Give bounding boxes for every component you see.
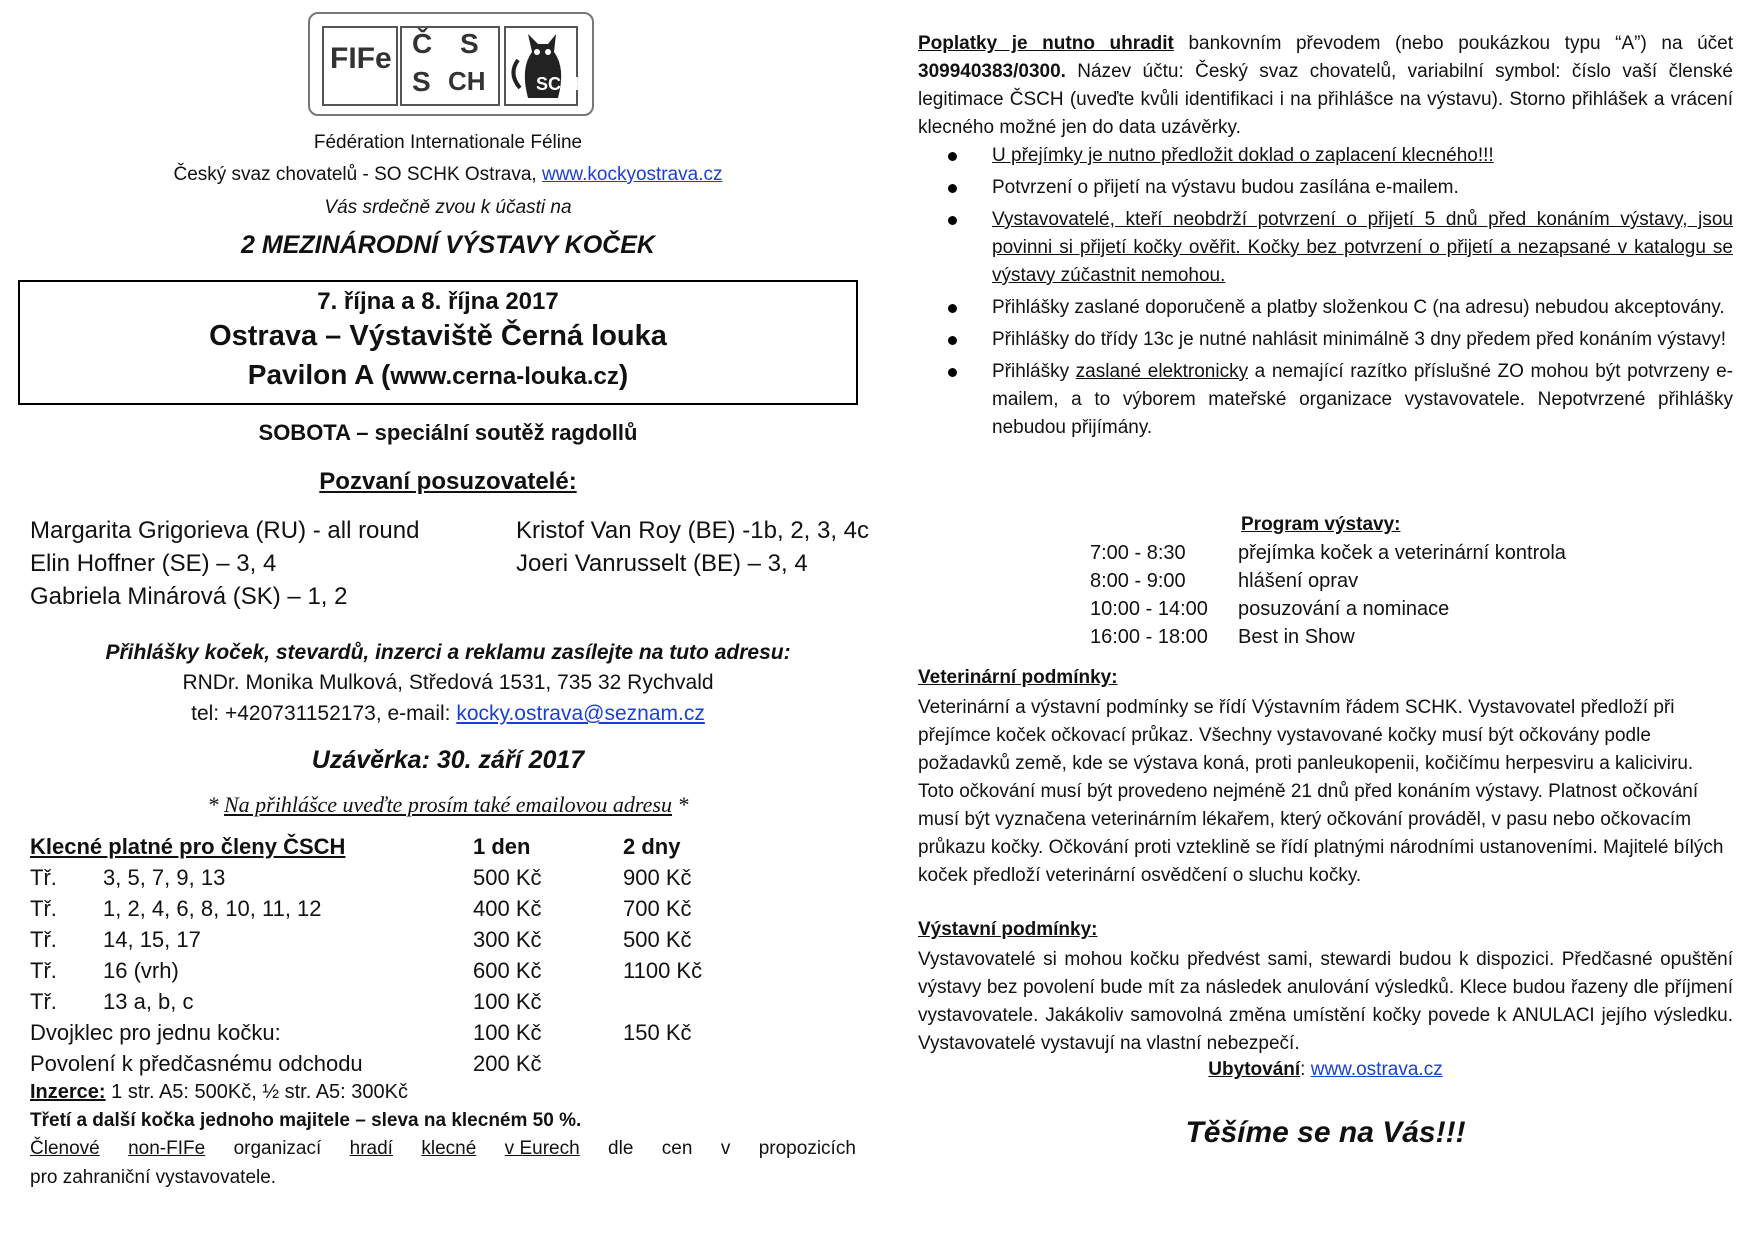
bullet-item <box>918 142 1733 170</box>
bullet-text: zaslané elektronicky <box>1075 361 1249 382</box>
program-heading: Program výstavy: <box>1241 514 1401 535</box>
invite-line: Vás srdečně zvou k účasti na <box>324 197 572 218</box>
contact-heading: Přihlášky koček, stevardů, inzerci a reklamu zasílejte na tuto adresu: <box>105 641 791 664</box>
vet-text: Veterinární a výstavní podmínky se řídí Výstavním řádem SCHK. Vystavovatel předloží při přejímce koček očkovací průkaz. Všechny vystavované kočky musí být očkovány podle požadavků země, kde se výstava koná, proti panleukopenii, kočičímu herpesviru a kaliciviru. Toto očkování musí být provedeno nejméně 21 dnů před konáním výstavy. Platnost očkování musí být vyznačena veterinárním lékařem, který očkování prováděl, v pasu nebo očkovacím průkazu kočky. Očkování proti vzteklině se řídí platnými národními ustanoveními. Majitelé bílých koček předloží veterinární osvědčení o sluchu kočky. <box>918 697 1724 886</box>
deadline: Uzávěrka: 30. září 2017 <box>311 746 585 774</box>
program-desc: posuzování a nominace <box>1238 598 1450 620</box>
fee-class-label: Tř. <box>30 896 57 921</box>
judge-item: Gabriela Minárová (SK) – 1, 2 <box>30 583 348 610</box>
note-star: * <box>207 792 224 817</box>
nonfife-word: klecné <box>421 1138 477 1159</box>
nonfife-line-2: pro zahraniční vystavovatele. <box>30 1167 277 1188</box>
bullet-dot <box>948 216 957 225</box>
vet-heading: Veterinární podmínky: <box>918 667 1118 688</box>
judge-item: Kristof Van Roy (BE) -1b, 2, 3, 4c <box>516 517 870 544</box>
special-competition: SOBOTA – speciální soutěž ragdollů <box>258 420 638 445</box>
program-desc: hlášení oprav <box>1238 570 1359 592</box>
discount-line: Třetí a další kočka jednoho majitele – sleva na klecném 50 %. <box>30 1110 582 1131</box>
fee-1day: 600 Kč <box>473 958 542 983</box>
bullet-text: Přihlášky zaslané doporučeně a platby složenkou C (na adresu) nebudou akceptovány. <box>992 297 1725 318</box>
bullet-text: Přihlášky do třídy 13c je nutné nahlásit minimálně 3 dny předem před konáním výstavy! <box>992 329 1726 350</box>
bullet-text: Potvrzení o přijetí na výstavu budou zasílána e-mailem. <box>992 177 1459 198</box>
bullet-text: a nemající razítko příslušné ZO mohou být potvrzeny e-mailem, a to výborem mateřské organizace vystavovatele. Nepotvrzené přihlášky nebudou přijímány. <box>992 361 1733 438</box>
bullet-dot <box>948 304 957 313</box>
email-note <box>18 792 878 818</box>
bullet-dot <box>948 336 957 345</box>
contact-address: RNDr. Monika Mulková, Středová 1531, 735 32 Rychvald <box>182 671 714 694</box>
fee-classes: 3, 5, 7, 9, 13 <box>103 865 226 890</box>
bullet-dot <box>948 152 957 161</box>
lodging-line <box>918 1059 1733 1081</box>
bullet-item <box>918 206 1733 290</box>
nonfife-word: dle <box>608 1138 634 1159</box>
club-line <box>18 164 878 186</box>
nonfife-word: cen <box>661 1138 693 1159</box>
show-text: Vystavovatelé si mohou kočku předvést sami, stewardi budou k dispozici. Předčasné opuštění výstavy bez povolení bude mít za následek anulování výsledků. Klece budou řazeny dle příjmení vystavovatele. Jakákoliv samovolná změna umístění kočky povede k ANULACI jejího výsledku. Vystavovatelé vystavují na vlastní nebezpečí. <box>918 949 1733 1054</box>
fee-2days: 1100 Kč <box>623 958 703 983</box>
double-cage-label: Dvojklec pro jednu kočku: <box>30 1020 281 1045</box>
program-time: 16:00 - 18:00 <box>1090 626 1208 648</box>
event-dates: 7. října a 8. října 2017 <box>317 288 559 315</box>
early-leave-fee: 200 Kč <box>473 1051 542 1076</box>
bullet-item <box>918 174 1733 202</box>
bullet-item <box>918 294 1733 322</box>
contact-tel: tel: +420731152173, e-mail: <box>191 702 457 725</box>
event-pavilion <box>20 359 856 391</box>
nonfife-line <box>30 1138 856 1160</box>
csch-logo-box <box>400 26 500 106</box>
venue-box <box>18 280 858 405</box>
note-star: * <box>672 792 689 817</box>
program-desc: přejímka koček a veterinární kontrola <box>1238 542 1566 564</box>
schk-logo-box <box>504 26 588 106</box>
fee-classes: 16 (vrh) <box>103 958 179 983</box>
fee-class-label: Tř. <box>30 958 57 983</box>
fee-class-label: Tř. <box>30 927 57 952</box>
payment-text: bankovním převodem (nebo poukázkou typu “A”) na účet <box>1173 33 1733 54</box>
fee-classes: 14, 15, 17 <box>103 927 201 952</box>
csch-letter: S <box>412 66 431 97</box>
program-time: 8:00 - 9:00 <box>1090 570 1186 592</box>
payment-heading: Poplatky je nutno uhradit <box>918 33 1174 54</box>
club-text: Český svaz chovatelů - SO SCHK Ostrava, <box>173 164 542 185</box>
bullet-item <box>918 326 1733 354</box>
judges-heading: Pozvaní posuzovatelé: <box>319 468 577 495</box>
fee-2days: 700 Kč <box>623 896 692 921</box>
bullet-dot <box>948 368 957 377</box>
csch-letter: S <box>460 28 479 59</box>
nonfife-word: non-FIFe <box>128 1138 206 1159</box>
csch-letter: Č <box>412 28 433 59</box>
program-desc: Best in Show <box>1238 626 1355 648</box>
fife-mark: FIFe <box>330 42 392 75</box>
contact-line <box>18 702 878 726</box>
event-place: Ostrava – Výstaviště Černá louka <box>209 320 667 352</box>
org-line: Fédération Internationale Féline <box>313 132 583 153</box>
early-leave-label: Povolení k předčasnému odchodu <box>30 1051 363 1076</box>
fee-classes: 1, 2, 4, 6, 8, 10, 11, 12 <box>103 896 322 921</box>
logo <box>308 12 594 116</box>
fee-1day: 100 Kč <box>473 989 542 1014</box>
info-bullets <box>918 142 1733 446</box>
judges-left <box>30 514 419 613</box>
payment-text: Název účtu: Český svaz chovatelů, variabilní symbol: číslo vaší členské legitimace ČSCH (uveďte kvůli identifikaci i na přihlášce na výstavu). Storno přihlášek a vrácení klecného možné jen do data uzávěrky. <box>918 61 1733 138</box>
bullet-dot <box>948 184 957 193</box>
ads-label: Inzerce: <box>30 1081 106 1103</box>
payment-paragraph <box>918 30 1733 142</box>
contact-email-link[interactable]: kocky.ostrava@seznam.cz <box>456 702 705 725</box>
judge-item: Joeri Vanrusselt (BE) – 3, 4 <box>516 550 808 577</box>
fee-2days: 900 Kč <box>623 865 692 890</box>
lodging-link[interactable]: www.ostrava.cz <box>1310 1059 1443 1080</box>
bullet-item <box>918 358 1733 442</box>
ads-text: 1 str. A5: 500Kč, ½ str. A5: 300Kč <box>105 1081 408 1103</box>
nonfife-word: organizací <box>233 1138 322 1159</box>
nonfife-word: v Eurech <box>504 1138 580 1159</box>
pavilion-close: ) <box>618 359 629 390</box>
fees-col1-header: 1 den <box>473 834 531 859</box>
ads-line <box>30 1081 408 1104</box>
fee-1day: 300 Kč <box>473 927 542 952</box>
nonfife-word: v <box>720 1138 731 1159</box>
payment-account: 309940383/0300. <box>918 61 1066 82</box>
bullet-text: Přihlášky <box>992 361 1076 382</box>
closing-line: Těšíme se na Vás!!! <box>1185 1116 1466 1149</box>
fife-logo-box <box>322 26 398 106</box>
bullet-text: Vystavovatelé, kteří neobdrží potvrzení o přijetí 5 dnů před konáním výstavy, jsou povinni si přijetí kočky ověřit. Kočky bez potvrzení o přijetí a nezapsané v katalogu se výstavy zúčastnit nemohou. <box>992 209 1733 286</box>
program-time: 7:00 - 8:30 <box>1090 542 1186 564</box>
fee-classes: 13 a, b, c <box>103 989 194 1014</box>
csch-letter: CH <box>448 66 486 96</box>
fees-col2-header: 2 dny <box>623 834 681 859</box>
nonfife-word: hradí <box>349 1138 393 1159</box>
fee-1day: 500 Kč <box>473 865 542 890</box>
double-cage-2days: 150 Kč <box>623 1020 692 1045</box>
email-note-text: Na přihlášce uveďte prosím také emailovou adresu <box>223 792 672 817</box>
fee-class-label: Tř. <box>30 865 57 890</box>
lodging-label: Ubytování <box>1208 1059 1301 1080</box>
club-link[interactable]: www.kockyostrava.cz <box>541 164 723 185</box>
program-time: 10:00 - 14:00 <box>1090 598 1208 620</box>
judge-item: Margarita Grigorieva (RU) - all round <box>30 517 420 544</box>
double-cage-1day: 100 Kč <box>473 1020 542 1045</box>
lodging-colon: : <box>1300 1059 1311 1080</box>
fee-2days: 500 Kč <box>623 927 692 952</box>
nonfife-word: propozicích <box>758 1138 856 1159</box>
judges-right <box>516 514 869 580</box>
nonfife-word: Členové <box>30 1138 100 1159</box>
pavilion-text: Pavilon A ( <box>247 359 391 390</box>
bullet-text: U přejímky je nutno předložit doklad o zaplacení klecného!!! <box>992 145 1494 166</box>
fees-heading: Klecné platné pro členy ČSCH <box>30 834 346 859</box>
event-title: 2 MEZINÁRODNÍ VÝSTAVY KOČEK <box>241 231 655 259</box>
schk-mark: SCHK <box>536 74 588 94</box>
fee-class-label: Tř. <box>30 989 57 1014</box>
show-heading: Výstavní podmínky: <box>918 919 1098 940</box>
pavilion-url: www.cerna-louka.cz <box>390 363 619 390</box>
fee-1day: 400 Kč <box>473 896 542 921</box>
judge-item: Elin Hoffner (SE) – 3, 4 <box>30 550 277 577</box>
